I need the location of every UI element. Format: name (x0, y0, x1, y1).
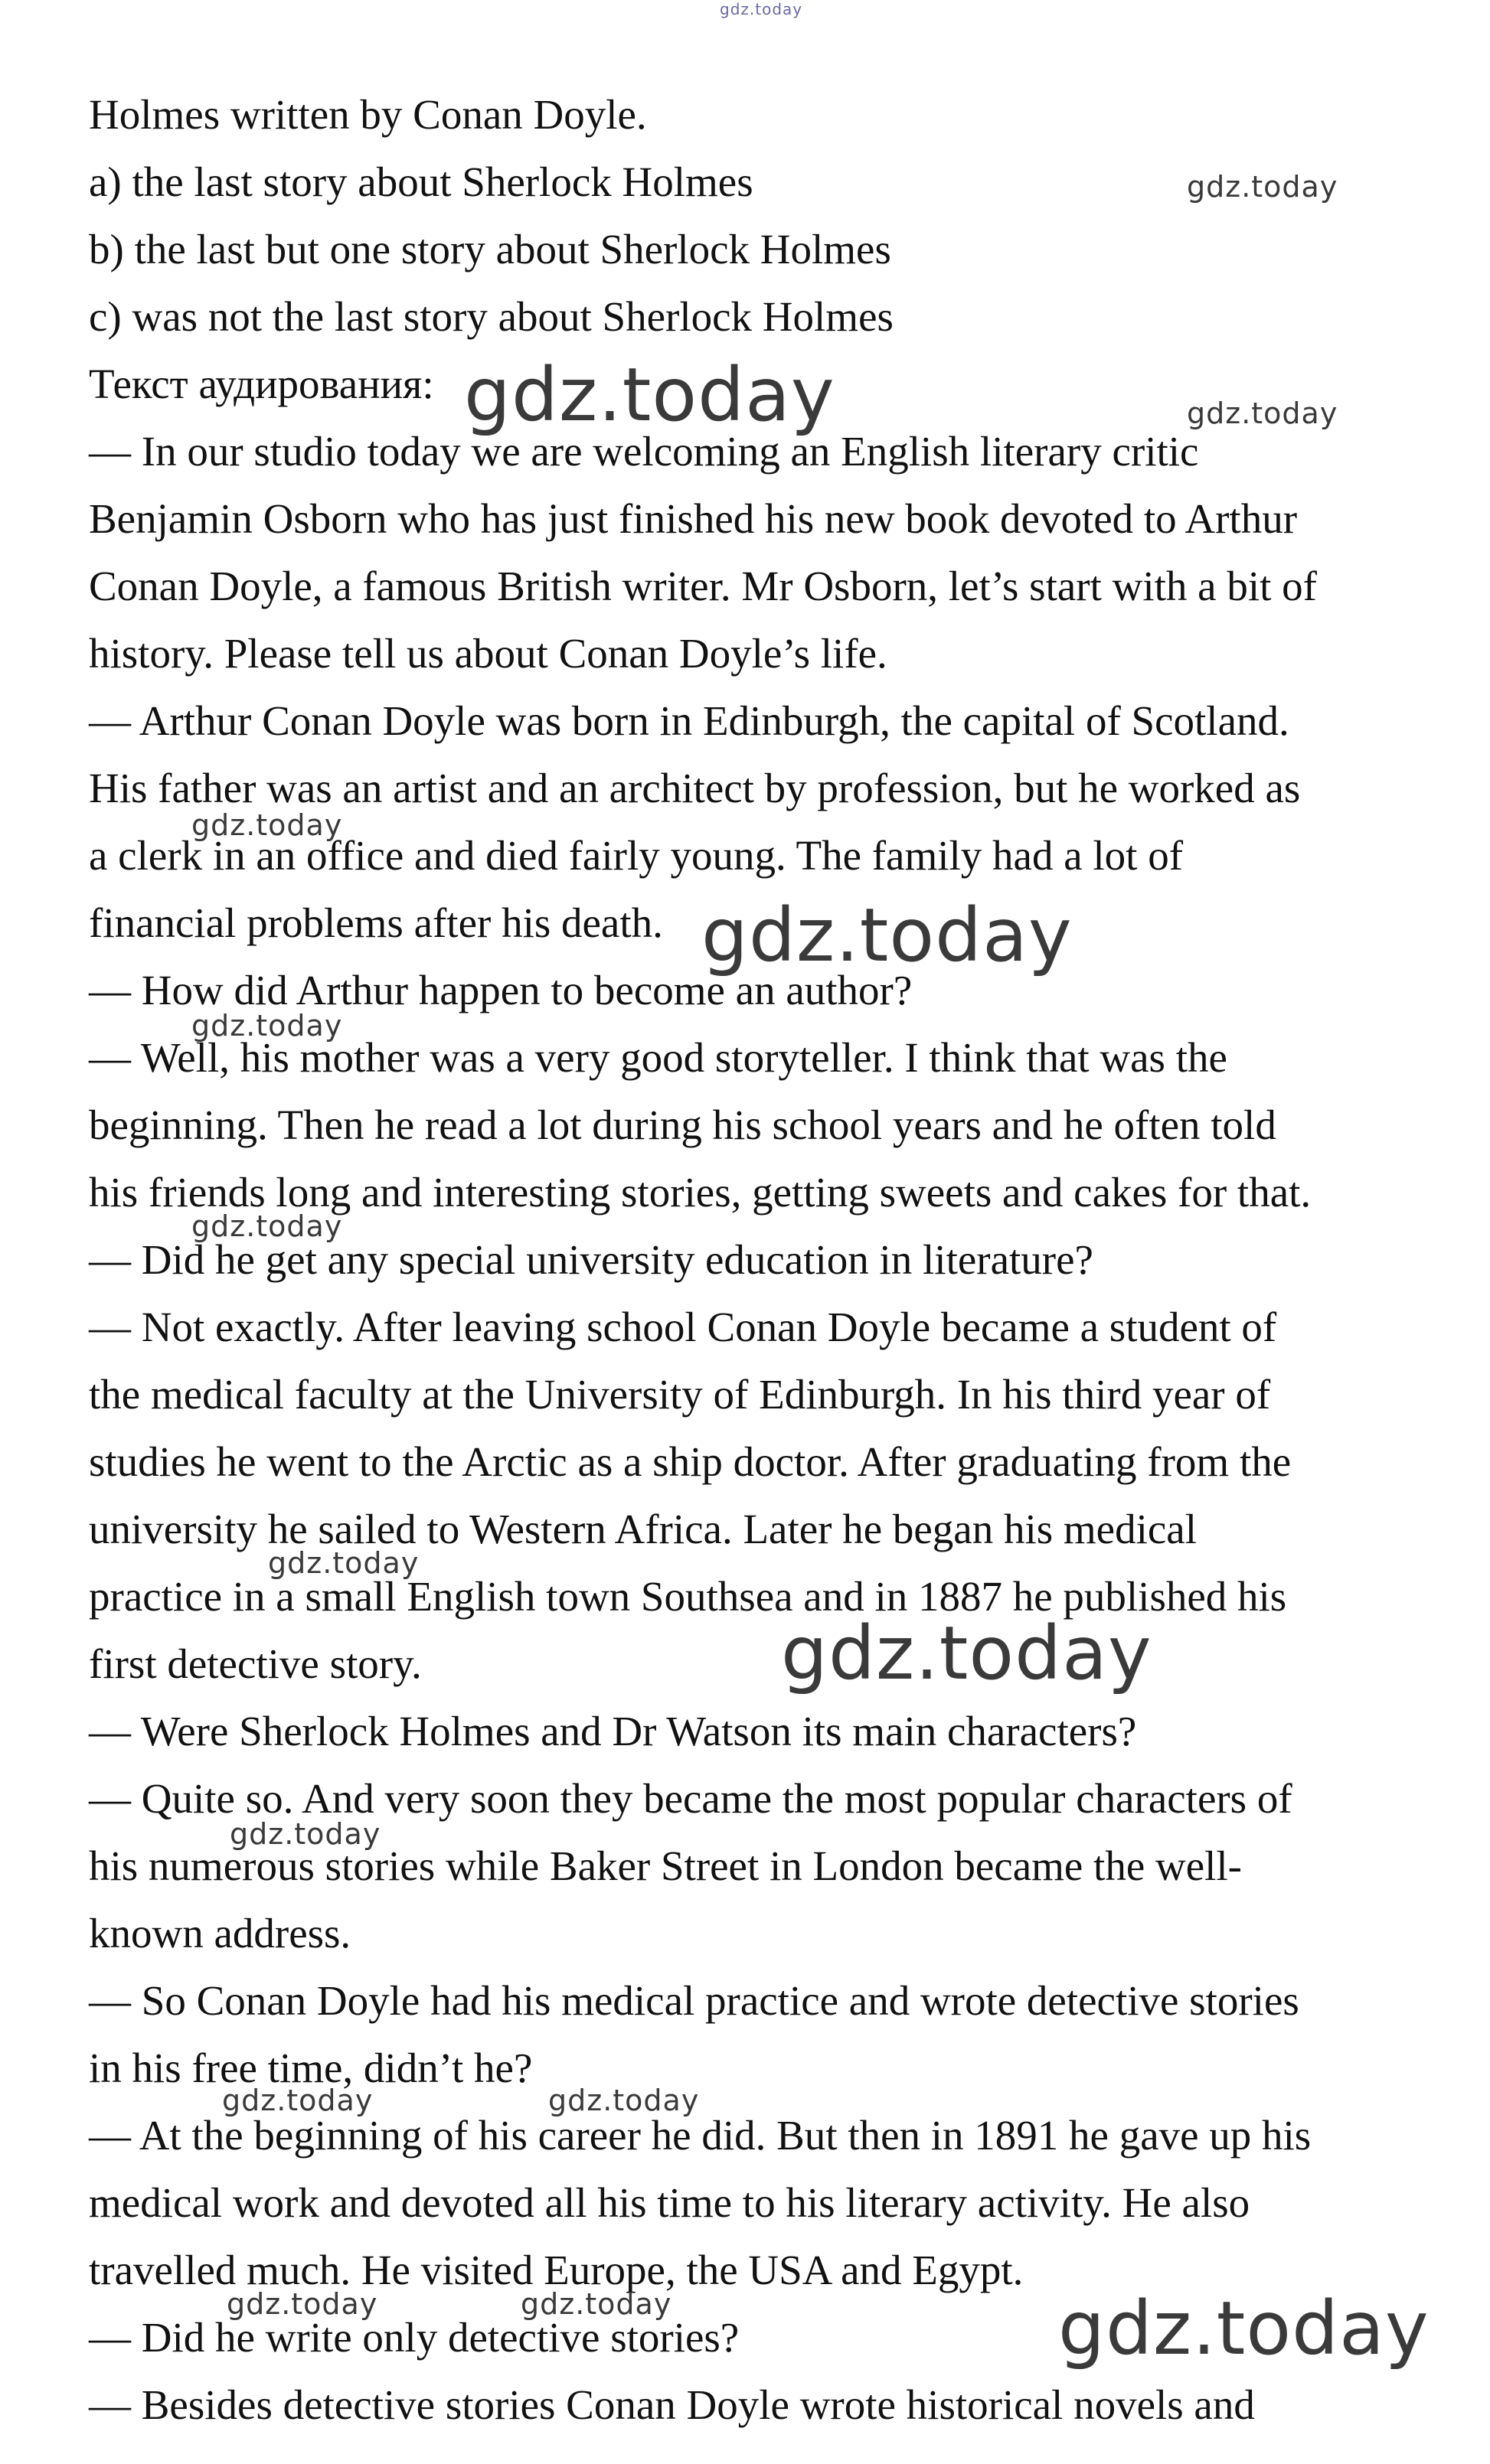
text-line: — Did he get any special university education in literature? (89, 1236, 1093, 1283)
text-line: Holmes written by Conan Doyle. (89, 91, 647, 138)
text-line: a) the last story about Sherlock Holmes (89, 158, 753, 205)
watermark: gdz.today (548, 2084, 700, 2117)
text-line: — So Conan Doyle had his medical practice and wrote detective stories (89, 1977, 1299, 2024)
text-line: medical work and devoted all his time to his literary activity. He also (89, 2179, 1250, 2226)
text-line: the medical faculty at the University of Edinburgh. In his third year of (89, 1371, 1271, 1418)
watermark: gdz.today (191, 808, 343, 842)
text-line: — Did he write only detective stories? (89, 2314, 740, 2361)
text-line: — Not exactly. After leaving school Conan Doyle became a student of (89, 1304, 1277, 1350)
text-line: — Were Sherlock Holmes and Dr Watson its main characters? (89, 1708, 1137, 1754)
watermark: gdz.today (1187, 170, 1338, 204)
watermark: gdz.today (781, 1611, 1152, 1696)
text-line: history. Please tell us about Conan Doyle’s life. (89, 630, 887, 677)
watermark-top: gdz.today (720, 0, 803, 18)
watermark: gdz.today (1058, 2286, 1430, 2371)
text-line: his friends long and interesting stories, getting sweets and cakes for that. (89, 1169, 1312, 1216)
text-line: travelled much. He visited Europe, the USA and Egypt. (89, 2247, 1024, 2293)
text-line: Conan Doyle, a famous British writer. Mr Osborn, let’s start with a bit of (89, 563, 1317, 609)
text-line: first detective story. (89, 1640, 422, 1687)
watermark: gdz.today (464, 352, 835, 438)
text-line: financial problems after his death. (89, 899, 663, 946)
watermark: gdz.today (701, 893, 1073, 978)
text-line: — Quite so. And very soon they became the most popular characters of (89, 1775, 1292, 1822)
text-line: His father was an artist and an architect by profession, but he worked as (89, 765, 1301, 811)
text-line: — How did Arthur happen to become an author? (89, 967, 913, 1013)
text-line: a clerk in an office and died fairly young. The family had a lot of (89, 832, 1184, 879)
text-line: — Well, his mother was a very good storyteller. I think that was the (89, 1034, 1227, 1081)
text-line: — At the beginning of his career he did. But then in 1891 he gave up his (89, 2112, 1312, 2159)
text-line: beginning. Then he read a lot during his school years and he often told (89, 1101, 1276, 1148)
text-line: known address. (89, 1910, 351, 1957)
text-line: studies he went to the Arctic as a ship doctor. After graduating from the (89, 1438, 1292, 1485)
text-line: — Besides detective stories Conan Doyle wrote historical novels and (89, 2381, 1255, 2428)
watermark: gdz.today (227, 2287, 378, 2321)
text-line: — Arthur Conan Doyle was born in Edinburgh, the capital of Scotland. (89, 697, 1289, 744)
watermark: gdz.today (222, 2084, 374, 2117)
watermark: gdz.today (191, 1209, 343, 1243)
watermark: gdz.today (521, 2287, 672, 2321)
watermark: gdz.today (1187, 397, 1338, 430)
text-line: b) the last but one story about Sherlock Holmes (89, 226, 891, 273)
text-line: Текст аудирования: (89, 361, 434, 407)
text-line: c) was not the last story about Sherlock Holmes (89, 293, 894, 340)
text-line: — In our studio today we are welcoming an English literary critic (89, 428, 1199, 475)
text-line: university he sailed to Western Africa. Later he began his medical (89, 1506, 1197, 1552)
watermark: gdz.today (230, 1817, 381, 1851)
text-line: in his free time, didn’t he? (89, 2045, 533, 2091)
text-line: his numerous stories while Baker Street in London became the well- (89, 1842, 1243, 1889)
text-line: practice in a small English town Southsea and in 1887 he published his (89, 1573, 1287, 1620)
watermark: gdz.today (191, 1009, 343, 1043)
watermark: gdz.today (268, 1546, 420, 1580)
text-line: Benjamin Osborn who has just finished his new book devoted to Arthur (89, 495, 1298, 542)
